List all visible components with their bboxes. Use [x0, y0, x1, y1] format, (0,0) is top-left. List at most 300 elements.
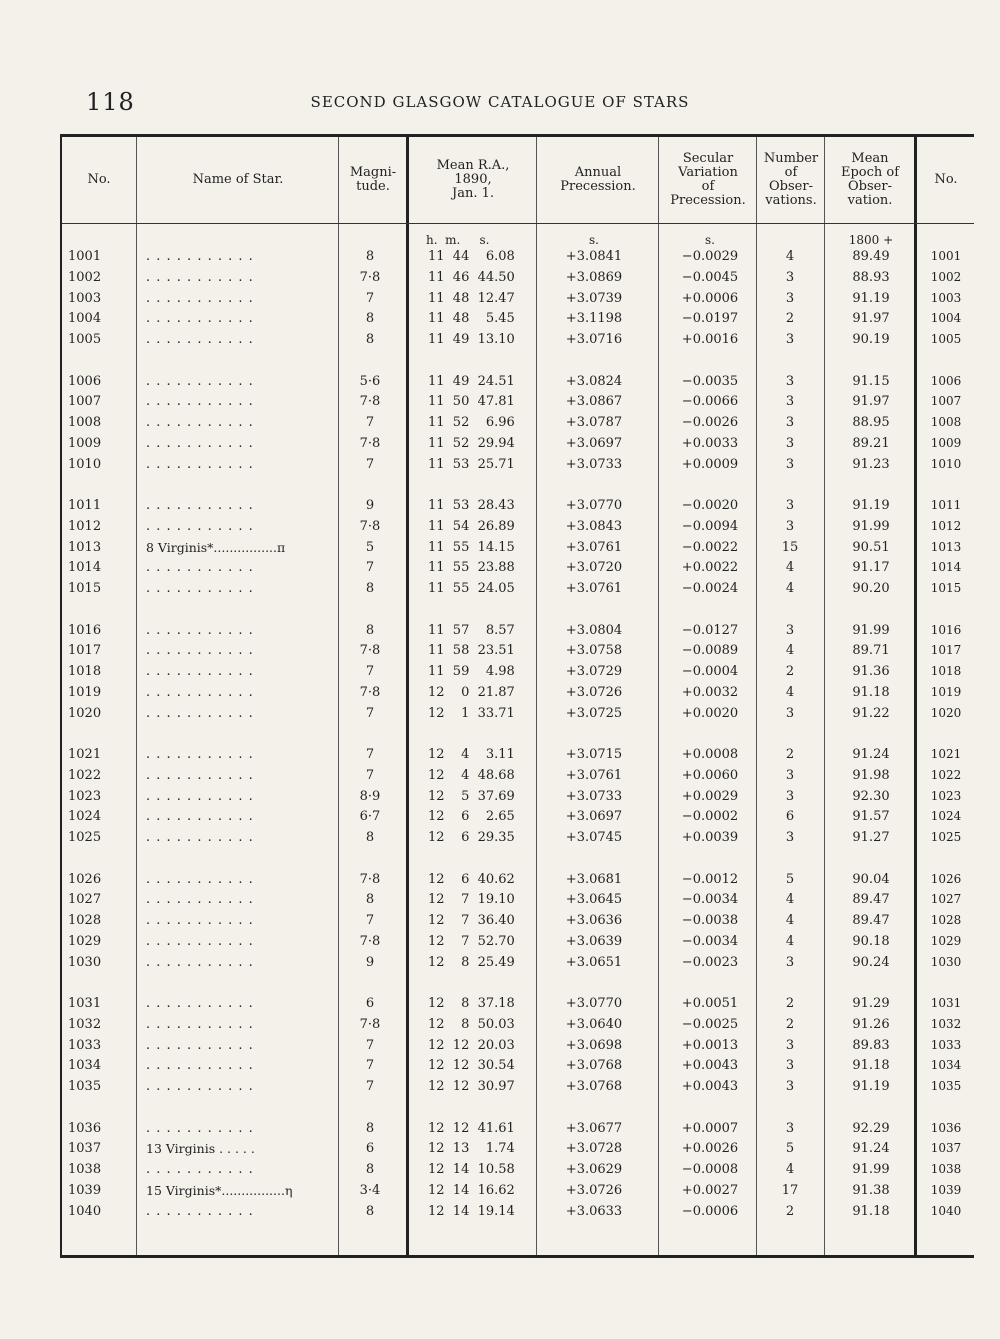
star-name: . . . . . . . . . . .	[146, 415, 254, 431]
star-name: . . . . . . . . . . .	[146, 933, 254, 949]
magnitude: 6	[365, 1141, 375, 1157]
star-number-right: 1034	[930, 1058, 962, 1073]
unit-secular: s.	[705, 233, 715, 247]
secular-variation: −0.0045	[681, 269, 739, 285]
table-row	[62, 1160, 974, 1181]
header-no: No.	[87, 172, 111, 187]
header-rule	[62, 223, 974, 224]
table-row	[62, 953, 974, 974]
mean-ra: 12 6 40.62	[428, 871, 515, 887]
star-number-right: 1005	[930, 332, 962, 347]
secular-variation: −0.0002	[681, 809, 739, 825]
star-name: . . . . . . . . . . .	[146, 767, 254, 783]
number-of-observations: 6	[785, 809, 795, 825]
annual-precession: +3.0867	[565, 394, 623, 410]
star-number-right: 1035	[930, 1079, 962, 1094]
magnitude: 7·8	[359, 435, 381, 451]
star-name: . . . . . . . . . . .	[146, 249, 254, 264]
mean-ra: 11 58 23.51	[428, 643, 515, 659]
mean-epoch: 90.20	[852, 581, 890, 597]
mean-epoch: 91.97	[852, 394, 890, 410]
table-row	[62, 745, 974, 766]
table-row	[62, 994, 974, 1015]
annual-precession: +3.0698	[565, 1037, 623, 1053]
number-of-observations: 3	[785, 394, 795, 410]
number-of-observations: 3	[785, 269, 795, 285]
secular-variation: −0.0008	[681, 1162, 739, 1178]
secular-variation: +0.0026	[681, 1141, 739, 1157]
mean-ra: 12 6 2.65	[428, 809, 515, 825]
star-name: . . . . . . . . . . .	[146, 269, 254, 285]
number-of-observations: 3	[785, 1037, 795, 1053]
mean-epoch: 90.19	[852, 332, 890, 348]
secular-variation: +0.0029	[681, 788, 739, 804]
mean-ra: 11 46 44.50	[428, 269, 515, 285]
annual-precession: +3.0841	[565, 249, 623, 264]
table-row	[62, 911, 974, 932]
table-row	[62, 641, 974, 662]
star-name: 8 Virginis*................π	[146, 539, 286, 555]
mean-ra: 12 14 16.62	[428, 1182, 515, 1198]
star-number: 1001	[68, 249, 102, 264]
table-row	[62, 517, 974, 538]
annual-precession: +3.0768	[565, 1058, 623, 1074]
annual-precession: +3.0745	[565, 830, 623, 846]
secular-variation: +0.0043	[681, 1079, 739, 1095]
number-of-observations: 3	[785, 622, 795, 638]
table-row	[62, 1056, 974, 1077]
star-name: . . . . . . . . . . .	[146, 394, 254, 410]
mean-epoch: 88.93	[852, 269, 890, 285]
mean-epoch: 91.18	[852, 684, 890, 700]
star-number: 1025	[68, 830, 102, 846]
annual-precession: +3.0768	[565, 1079, 623, 1095]
star-number-right: 1040	[930, 1203, 962, 1218]
table-row	[62, 766, 974, 787]
number-of-observations: 17	[781, 1182, 799, 1198]
star-name: . . . . . . . . . . .	[146, 581, 254, 597]
star-name: . . . . . . . . . . .	[146, 435, 254, 451]
star-name: . . . . . . . . . . .	[146, 684, 254, 700]
star-number: 1011	[68, 498, 102, 513]
star-number: 1036	[68, 1120, 102, 1136]
star-name: . . . . . . . . . . .	[146, 1016, 254, 1032]
magnitude: 3·4	[359, 1182, 381, 1198]
star-number: 1006	[68, 373, 102, 389]
magnitude: 7	[365, 290, 375, 306]
star-number: 1035	[68, 1079, 102, 1095]
magnitude: 7	[365, 456, 375, 472]
magnitude: 8	[365, 1120, 375, 1136]
mean-ra: 12 8 37.18	[428, 996, 515, 1011]
secular-variation: −0.0035	[681, 373, 739, 389]
star-number-right: 1022	[930, 767, 962, 782]
star-name: 13 Virginis . . . . .	[146, 1141, 255, 1157]
star-number: 1029	[68, 933, 102, 949]
annual-precession: +3.0681	[565, 871, 623, 887]
star-name: . . . . . . . . . . .	[146, 747, 254, 762]
number-of-observations: 3	[785, 415, 795, 431]
number-of-observations: 3	[785, 788, 795, 804]
annual-precession: +3.0629	[565, 1162, 623, 1178]
mean-epoch: 89.47	[852, 892, 890, 908]
star-number-right: 1033	[930, 1037, 962, 1052]
mean-epoch: 90.18	[852, 933, 890, 949]
secular-variation: −0.0127	[681, 622, 739, 638]
secular-variation: +0.0051	[681, 996, 739, 1011]
magnitude: 7·8	[359, 933, 381, 949]
secular-variation: +0.0022	[681, 560, 739, 576]
star-number-right: 1009	[930, 435, 962, 450]
star-number: 1012	[68, 518, 102, 534]
header-magnitude: Magni- tude.	[349, 165, 397, 194]
mean-epoch: 91.23	[852, 456, 890, 472]
mean-epoch: 92.29	[852, 1120, 890, 1136]
star-name: . . . . . . . . . . .	[146, 1037, 254, 1053]
annual-precession: +3.0697	[565, 435, 623, 451]
star-name: . . . . . . . . . . .	[146, 332, 254, 348]
table-row	[62, 787, 974, 808]
mean-epoch: 91.26	[852, 1016, 890, 1032]
mean-epoch: 91.17	[852, 560, 890, 576]
annual-precession: +3.0761	[565, 767, 623, 783]
mean-ra: 11 57 8.57	[428, 622, 515, 638]
secular-variation: −0.0034	[681, 933, 739, 949]
number-of-observations: 3	[785, 1058, 795, 1074]
number-of-observations: 2	[785, 996, 795, 1011]
mean-epoch: 91.24	[852, 1141, 890, 1157]
secular-variation: +0.0016	[681, 332, 739, 348]
secular-variation: +0.0033	[681, 435, 739, 451]
magnitude: 8	[365, 892, 375, 908]
star-number-right: 1015	[930, 581, 962, 596]
star-name: . . . . . . . . . . .	[146, 892, 254, 908]
star-number: 1026	[68, 871, 102, 887]
secular-variation: −0.0006	[681, 1203, 739, 1219]
table-row	[62, 1202, 974, 1223]
annual-precession: +3.0733	[565, 788, 623, 804]
number-of-observations: 5	[785, 871, 795, 887]
secular-variation: +0.0020	[681, 705, 739, 721]
star-number-right: 1038	[930, 1162, 962, 1177]
annual-precession: +3.0633	[565, 1203, 623, 1219]
star-number: 1019	[68, 684, 102, 700]
star-number: 1002	[68, 269, 102, 285]
star-name: . . . . . . . . . . .	[146, 560, 254, 576]
table-row	[62, 621, 974, 642]
unit-ra: h. m. s.	[426, 233, 490, 247]
mean-epoch: 88.95	[852, 415, 890, 431]
secular-variation: −0.0094	[681, 518, 739, 534]
magnitude: 7·8	[359, 871, 381, 887]
magnitude: 7·8	[359, 1016, 381, 1032]
star-number-right: 1002	[930, 269, 962, 284]
magnitude: 9	[365, 498, 375, 513]
page-number: 118	[86, 88, 135, 116]
mean-epoch: 91.19	[852, 498, 890, 513]
number-of-observations: 3	[785, 1079, 795, 1095]
star-name: . . . . . . . . . . .	[146, 788, 254, 804]
star-number: 1031	[68, 996, 102, 1011]
magnitude: 6	[365, 996, 375, 1011]
star-name: . . . . . . . . . . .	[146, 1162, 254, 1178]
star-number: 1032	[68, 1016, 102, 1032]
star-number-right: 1008	[930, 415, 962, 430]
number-of-observations: 3	[785, 373, 795, 389]
annual-precession: +3.0770	[565, 996, 623, 1011]
star-number-right: 1014	[930, 560, 962, 575]
secular-variation: −0.0024	[681, 581, 739, 597]
magnitude: 8	[365, 332, 375, 348]
table-row	[62, 372, 974, 393]
mean-ra: 12 5 37.69	[428, 788, 515, 804]
table-row	[62, 890, 974, 911]
mean-epoch: 91.97	[852, 311, 890, 327]
mean-ra: 12 7 52.70	[428, 933, 515, 949]
star-number: 1016	[68, 622, 102, 638]
table-row	[62, 392, 974, 413]
secular-variation: +0.0008	[681, 747, 739, 762]
annual-precession: +3.0761	[565, 581, 623, 597]
secular-variation: −0.0004	[681, 664, 739, 680]
magnitude: 8·9	[359, 788, 381, 804]
header-name: Name of Star.	[192, 172, 284, 187]
magnitude: 7	[365, 664, 375, 680]
secular-variation: −0.0089	[681, 643, 739, 659]
table-row	[62, 413, 974, 434]
star-name: . . . . . . . . . . .	[146, 456, 254, 472]
table-row	[62, 1181, 974, 1202]
table-row	[62, 558, 974, 579]
star-number-right: 1013	[930, 539, 962, 554]
number-of-observations: 3	[785, 518, 795, 534]
star-catalogue-table	[60, 134, 974, 1258]
star-name: . . . . . . . . . . .	[146, 622, 254, 638]
star-number-right: 1023	[930, 788, 962, 803]
table-row	[62, 1139, 974, 1160]
mean-epoch: 91.19	[852, 1079, 890, 1095]
running-title: SECOND GLASGOW CATALOGUE OF STARS	[310, 93, 690, 111]
mean-epoch: 91.27	[852, 830, 890, 846]
mean-epoch: 91.99	[852, 518, 890, 534]
secular-variation: −0.0038	[681, 913, 739, 929]
table-row	[62, 434, 974, 455]
magnitude: 7·8	[359, 394, 381, 410]
number-of-observations: 3	[785, 435, 795, 451]
number-of-observations: 4	[785, 933, 795, 949]
secular-variation: +0.0060	[681, 767, 739, 783]
annual-precession: +3.0869	[565, 269, 623, 285]
table-row	[62, 870, 974, 891]
mean-ra: 12 12 41.61	[428, 1120, 515, 1136]
star-name: . . . . . . . . . . .	[146, 1203, 254, 1219]
secular-variation: −0.0025	[681, 1016, 739, 1032]
magnitude: 7·8	[359, 269, 381, 285]
mean-epoch: 89.21	[852, 435, 890, 451]
mean-ra: 11 49 13.10	[428, 332, 515, 348]
annual-precession: +3.1198	[565, 311, 623, 327]
mean-ra: 12 8 50.03	[428, 1016, 515, 1032]
magnitude: 7·8	[359, 518, 381, 534]
star-number: 1018	[68, 664, 102, 680]
star-number-right: 1036	[930, 1120, 962, 1135]
star-name: . . . . . . . . . . .	[146, 830, 254, 846]
magnitude: 6·7	[359, 809, 381, 825]
mean-epoch: 89.47	[852, 913, 890, 929]
mean-ra: 12 12 20.03	[428, 1037, 515, 1053]
star-number-right: 1031	[930, 996, 962, 1010]
number-of-observations: 4	[785, 913, 795, 929]
secular-variation: +0.0006	[681, 290, 739, 306]
mean-epoch: 89.83	[852, 1037, 890, 1053]
mean-epoch: 91.38	[852, 1182, 890, 1198]
table-row	[62, 455, 974, 476]
star-name: . . . . . . . . . . .	[146, 664, 254, 680]
star-name: . . . . . . . . . . .	[146, 809, 254, 825]
annual-precession: +3.0729	[565, 664, 623, 680]
mean-ra: 12 8 25.49	[428, 954, 515, 970]
number-of-observations: 3	[785, 498, 795, 513]
secular-variation: −0.0034	[681, 892, 739, 908]
mean-epoch: 91.18	[852, 1203, 890, 1219]
star-number: 1008	[68, 415, 102, 431]
mean-epoch: 89.71	[852, 643, 890, 659]
mean-ra: 11 52 6.96	[428, 415, 515, 431]
number-of-observations: 3	[785, 830, 795, 846]
star-number: 1013	[68, 539, 102, 555]
star-number-right: 1037	[930, 1141, 962, 1156]
number-of-observations: 5	[785, 1141, 795, 1157]
mean-ra: 12 7 36.40	[428, 913, 515, 929]
star-number-right: 1007	[930, 394, 962, 409]
magnitude: 7	[365, 560, 375, 576]
number-of-observations: 4	[785, 560, 795, 576]
star-number: 1020	[68, 705, 102, 721]
magnitude: 7	[365, 767, 375, 783]
mean-ra: 12 6 29.35	[428, 830, 515, 846]
secular-variation: −0.0020	[681, 498, 739, 513]
star-number: 1039	[68, 1182, 102, 1198]
number-of-observations: 3	[785, 456, 795, 472]
mean-epoch: 90.24	[852, 954, 890, 970]
star-number: 1033	[68, 1037, 102, 1053]
number-of-observations: 2	[785, 664, 795, 680]
star-name: . . . . . . . . . . .	[146, 1079, 254, 1095]
number-of-observations: 2	[785, 1016, 795, 1032]
annual-precession: +3.0697	[565, 809, 623, 825]
magnitude: 7	[365, 1079, 375, 1095]
mean-ra: 12 13 1.74	[428, 1141, 515, 1157]
mean-epoch: 91.36	[852, 664, 890, 680]
number-of-observations: 3	[785, 1120, 795, 1136]
star-name: 15 Virginis*................η	[146, 1182, 293, 1198]
star-name: . . . . . . . . . . .	[146, 518, 254, 534]
number-of-observations: 3	[785, 332, 795, 348]
mean-ra: 12 1 33.71	[428, 705, 515, 721]
annual-precession: +3.0843	[565, 518, 623, 534]
mean-ra: 11 48 5.45	[428, 311, 515, 327]
mean-ra: 12 0 21.87	[428, 684, 515, 700]
star-number-right: 1020	[930, 705, 962, 720]
magnitude: 8	[365, 1162, 375, 1178]
mean-ra: 11 44 6.08	[428, 249, 515, 264]
number-of-observations: 4	[785, 643, 795, 659]
table-row	[62, 683, 974, 704]
annual-precession: +3.0636	[565, 913, 623, 929]
star-number: 1009	[68, 435, 102, 451]
table-row	[62, 828, 974, 849]
annual-precession: +3.0716	[565, 332, 623, 348]
star-name: . . . . . . . . . . .	[146, 498, 254, 513]
annual-precession: +3.0640	[565, 1016, 623, 1032]
number-of-observations: 15	[781, 539, 799, 555]
magnitude: 7	[365, 1058, 375, 1074]
star-number-right: 1024	[930, 809, 962, 824]
number-of-observations: 3	[785, 705, 795, 721]
star-number-right: 1039	[930, 1182, 962, 1197]
star-number: 1034	[68, 1058, 102, 1074]
star-name: . . . . . . . . . . .	[146, 954, 254, 970]
mean-ra: 11 55 23.88	[428, 560, 515, 576]
table-row	[62, 1015, 974, 1036]
secular-variation: +0.0043	[681, 1058, 739, 1074]
number-of-observations: 2	[785, 747, 795, 762]
mean-ra: 12 12 30.97	[428, 1079, 515, 1095]
star-number: 1021	[68, 747, 102, 762]
star-number: 1007	[68, 394, 102, 410]
table-row	[62, 330, 974, 351]
star-number: 1024	[68, 809, 102, 825]
annual-precession: +3.0761	[565, 539, 623, 555]
table-row	[62, 932, 974, 953]
star-number: 1010	[68, 456, 102, 472]
number-of-observations: 4	[785, 1162, 795, 1178]
mean-ra: 11 54 26.89	[428, 518, 515, 534]
number-of-observations: 4	[785, 892, 795, 908]
star-number-right: 1027	[930, 892, 962, 907]
number-of-observations: 2	[785, 311, 795, 327]
annual-precession: +3.0733	[565, 456, 623, 472]
star-number-right: 1028	[930, 913, 962, 928]
magnitude: 8	[365, 311, 375, 327]
mean-ra: 12 12 30.54	[428, 1058, 515, 1074]
star-number-right: 1029	[930, 933, 962, 948]
mean-epoch: 92.30	[852, 788, 890, 804]
mean-epoch: 91.22	[852, 705, 890, 721]
secular-variation: +0.0039	[681, 830, 739, 846]
mean-ra: 11 49 24.51	[428, 373, 515, 389]
table-row	[62, 704, 974, 725]
star-number: 1022	[68, 767, 102, 783]
magnitude: 5	[365, 539, 375, 555]
header-number-of-observations: Number of Obser- vations.	[763, 151, 819, 208]
secular-variation: −0.0023	[681, 954, 739, 970]
mean-epoch: 91.99	[852, 622, 890, 638]
header-mean-ra: Mean R.A., 1890, Jan. 1.	[436, 158, 510, 201]
star-number: 1027	[68, 892, 102, 908]
annual-precession: +3.0728	[565, 1141, 623, 1157]
number-of-observations: 3	[785, 767, 795, 783]
star-name: . . . . . . . . . . .	[146, 311, 254, 327]
star-number-right: 1025	[930, 830, 962, 845]
star-number: 1028	[68, 913, 102, 929]
mean-epoch: 91.57	[852, 809, 890, 825]
table-row	[62, 1077, 974, 1098]
table-row	[62, 309, 974, 330]
table-row	[62, 579, 974, 600]
mean-ra: 11 48 12.47	[428, 290, 515, 306]
unit-epoch: 1800 +	[848, 233, 894, 247]
